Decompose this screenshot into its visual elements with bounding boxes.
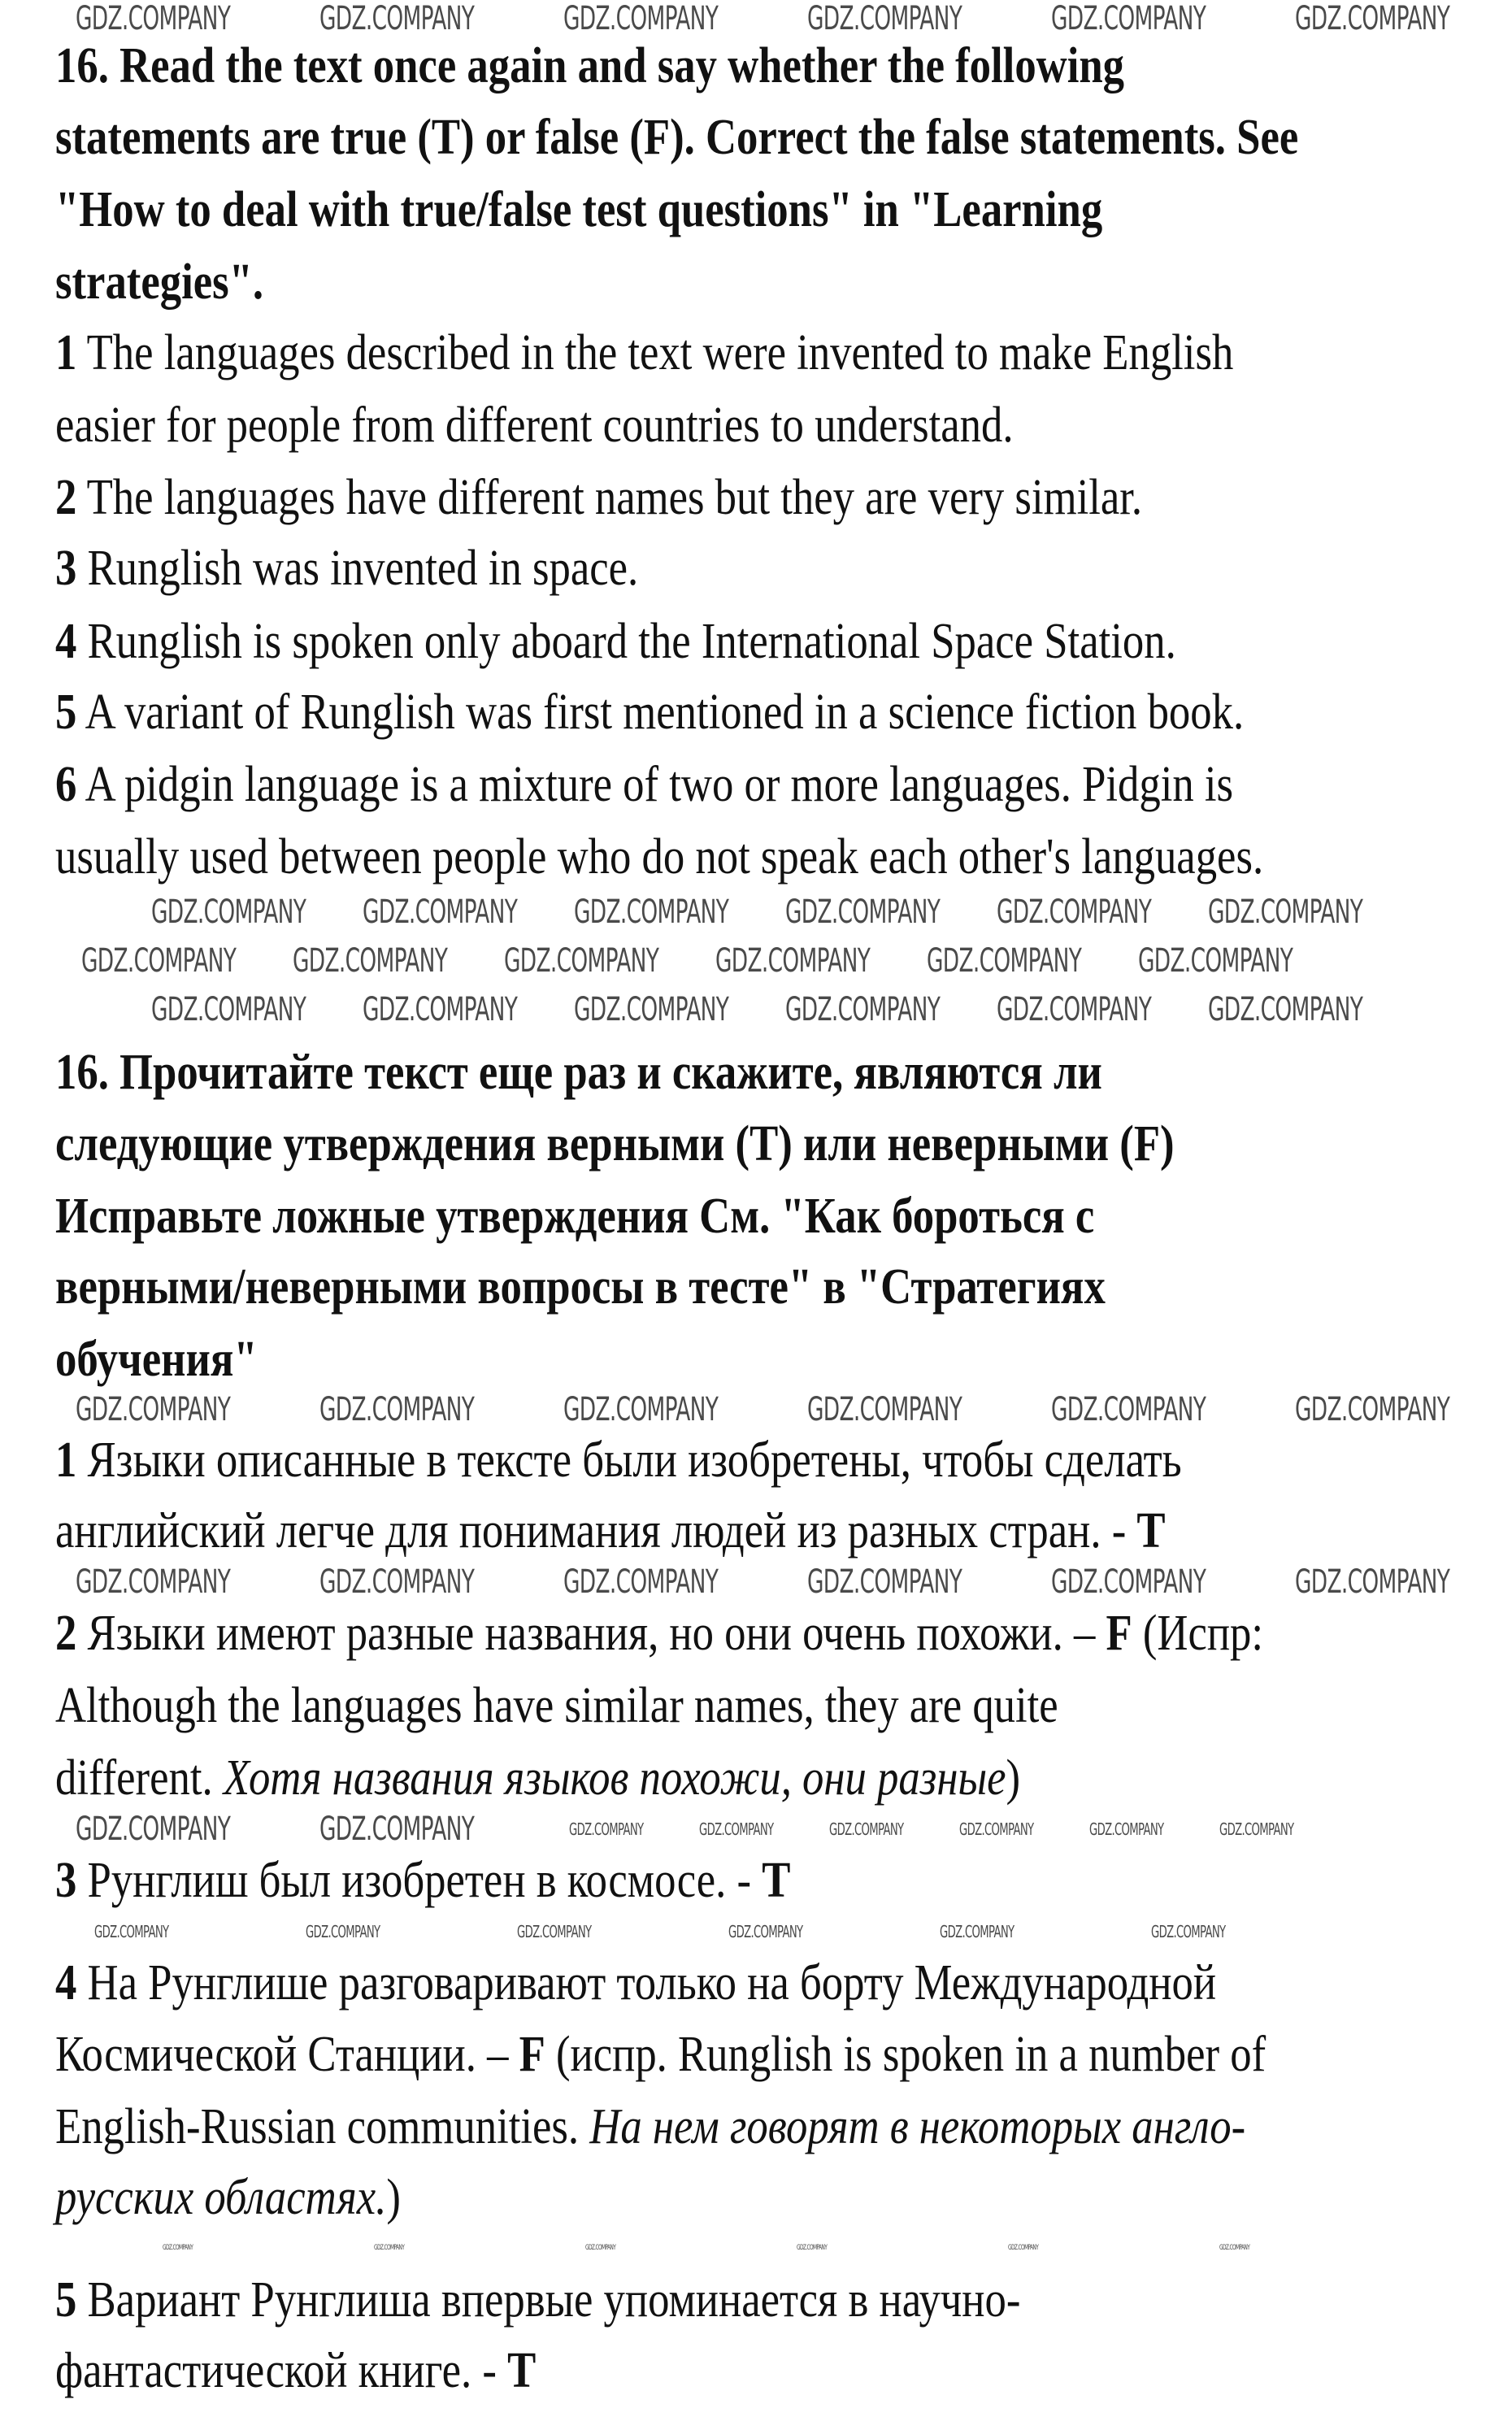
statement-number: 4 [55,614,77,669]
statement-number: 2 [55,470,77,525]
statement-number: 4 [55,1955,77,2011]
watermark: GDZ.COMPANY [1219,2244,1250,2252]
english-statement-1-cont: easier for people from different countries to understand. [55,398,1014,453]
watermark: GDZ.COMPANY [374,2244,405,2252]
statement-text: A variant of Runglish was first mentioned in a science fiction book. [85,685,1245,740]
russian-statement-1-cont [55,1502,1166,1559]
russian-statement-4-cont [55,2026,1266,2083]
translation-text: Хотя названия языков похожи, они разные [223,1750,1006,1806]
watermark: GDZ.COMPANY [306,1922,380,1941]
watermark: GDZ.COMPANY [574,893,729,931]
watermark: GDZ.COMPANY [504,942,659,980]
watermark: GDZ.COMPANY [940,1922,1015,1941]
watermark: GDZ.COMPANY [1008,2244,1039,2252]
watermark: GDZ.COMPANY [319,1563,475,1601]
watermark: GDZ.COMPANY [319,1811,475,1848]
watermark: GDZ.COMPANY [997,991,1152,1028]
statement-text: Runglish is spoken only aboard the International Space Station. [87,614,1176,669]
statement-number: 3 [55,1853,77,1908]
english-statement-1 [55,324,1233,381]
watermark: GDZ.COMPANY [1138,942,1293,980]
russian-heading-line: 16. Прочитайте текст еще раз и скажите, являются ли [55,1045,1102,1100]
watermark: GDZ.COMPANY [1208,991,1363,1028]
russian-statement-2 [55,1605,1263,1662]
statement-text: Языки описанные в тексте были изобретены, чтобы сделать [87,1432,1182,1488]
watermark: GDZ.COMPANY [293,942,448,980]
english-statement-6 [55,756,1233,813]
correction-text: different. [55,1750,224,1806]
watermark: GDZ.COMPANY [997,893,1152,931]
russian-statement-4-correction [55,2098,1245,2155]
english-heading-line: strategies". [55,254,264,310]
statement-text: Космической Станции. – [55,2027,519,2082]
watermark: GDZ.COMPANY [151,893,306,931]
watermark: GDZ.COMPANY [76,1563,231,1601]
watermark: GDZ.COMPANY [807,0,962,37]
russian-heading-line: верными/неверными вопросы в тесте" в "Стратегиях [55,1259,1106,1315]
watermark: GDZ.COMPANY [151,991,306,1028]
statement-number: 5 [55,2272,77,2328]
russian-statement-1 [55,1432,1182,1489]
english-statement-3 [55,540,638,597]
statement-number: 2 [55,1606,77,1661]
english-statement-6-cont: usually used between people who do not speak each other's languages. [55,829,1264,885]
statement-number: 1 [55,325,77,380]
watermark: GDZ.COMPANY [1295,0,1450,37]
verdict-badge: F [1106,1606,1132,1661]
watermark: GDZ.COMPANY [94,1922,169,1941]
watermark: GDZ.COMPANY [1051,1563,1206,1601]
english-heading-line: statements are true (T) or false (F). Correct the false statements. See [55,110,1299,165]
russian-statement-2-correction: Although the languages have similar names, they are quite [55,1678,1058,1733]
correction-text: English-Russian communities. [55,2099,590,2154]
translation-text: На нем говорят в некоторых англо- [589,2099,1246,2154]
english-statement-4 [55,613,1176,670]
watermark: GDZ.COMPANY [785,893,941,931]
statement-text: фантастической книге. - [55,2343,508,2398]
watermark: GDZ.COMPANY [319,0,475,37]
watermark: GDZ.COMPANY [927,942,1082,980]
watermark: GDZ.COMPANY [1208,893,1363,931]
watermark: GDZ.COMPANY [1295,1563,1450,1601]
watermark: GDZ.COMPANY [569,1819,644,1839]
watermark: GDZ.COMPANY [517,1922,592,1941]
watermark: GDZ.COMPANY [319,1391,475,1428]
watermark: GDZ.COMPANY [715,942,871,980]
translation-text: русских областях. [55,2170,387,2225]
watermark: GDZ.COMPANY [1051,1391,1206,1428]
verdict-badge: T [1136,1503,1166,1558]
watermark: GDZ.COMPANY [1295,1391,1450,1428]
english-statement-5 [55,684,1244,741]
watermark: GDZ.COMPANY [1219,1819,1294,1839]
watermark: GDZ.COMPANY [829,1819,904,1839]
russian-statement-2-correction-cont [55,1750,1020,1806]
closing-paren: ) [1006,1750,1021,1806]
watermark: GDZ.COMPANY [1051,0,1206,37]
correction-text: (испр. Runglish is spoken in a number of [545,2027,1267,2082]
statement-number: 5 [55,685,77,740]
watermark: GDZ.COMPANY [585,2244,616,2252]
watermark: GDZ.COMPANY [807,1391,962,1428]
statement-text: A pidgin language is a mixture of two or more languages. Pidgin is [85,757,1234,812]
watermark: GDZ.COMPANY [81,942,237,980]
watermark: GDZ.COMPANY [699,1819,774,1839]
watermark: GDZ.COMPANY [563,1563,719,1601]
english-heading-line: 16. Read the text once again and say whether the following [55,38,1125,93]
russian-heading-line: следующие утверждения верными (T) или неверными (F) [55,1116,1175,1172]
watermark: GDZ.COMPANY [574,991,729,1028]
watermark: GDZ.COMPANY [76,1811,231,1848]
english-heading-line: "How to deal with true/false test questions" in "Learning [55,182,1103,237]
russian-statement-5 [55,2271,1020,2328]
russian-statement-3 [55,1852,790,1909]
statement-text: Runglish was invented in space. [87,541,639,596]
verdict-badge: T [762,1853,791,1908]
watermark: GDZ.COMPANY [563,1391,719,1428]
statement-number: 6 [55,757,77,812]
russian-heading-line: Исправьте ложные утверждения См. "Как бороться с [55,1189,1095,1244]
correction-label: (Испр: [1132,1606,1264,1661]
russian-statement-5-cont [55,2342,536,2399]
statement-number: 3 [55,541,77,596]
watermark: GDZ.COMPANY [807,1563,962,1601]
verdict-badge: F [519,2027,545,2082]
statement-text: The languages have different names but they are very similar. [86,470,1143,525]
statement-number: 1 [55,1432,77,1488]
watermark: GDZ.COMPANY [163,2244,193,2252]
statement-text: Рунглиш был изобретен в космосе. - [87,1853,763,1908]
watermark: GDZ.COMPANY [1089,1819,1164,1839]
statement-text: На Рунглише разговаривают только на борту Международной [87,1955,1217,2011]
statement-text: Вариант Рунглиша впервые упоминается в научно- [87,2272,1021,2328]
statement-text: The languages described in the text were invented to make English [86,325,1234,380]
closing-paren: ) [386,2170,401,2225]
watermark: GDZ.COMPANY [728,1922,803,1941]
watermark: GDZ.COMPANY [563,0,719,37]
russian-heading-line: обучения" [55,1332,258,1387]
russian-statement-4-translation-cont [55,2169,401,2226]
watermark: GDZ.COMPANY [959,1819,1034,1839]
statement-text: английский легче для понимания людей из разных стран. - [55,1503,1137,1558]
watermark: GDZ.COMPANY [363,893,518,931]
watermark: GDZ.COMPANY [785,991,941,1028]
watermark: GDZ.COMPANY [1151,1922,1226,1941]
english-statement-2 [55,469,1142,526]
watermark: GDZ.COMPANY [76,1391,231,1428]
watermark: GDZ.COMPANY [76,0,231,37]
statement-text: Языки имеют разные названия, но они очень похожи. – [87,1606,1106,1661]
watermark: GDZ.COMPANY [797,2244,828,2252]
russian-statement-4 [55,1954,1216,2011]
watermark: GDZ.COMPANY [363,991,518,1028]
verdict-badge: T [507,2343,537,2398]
